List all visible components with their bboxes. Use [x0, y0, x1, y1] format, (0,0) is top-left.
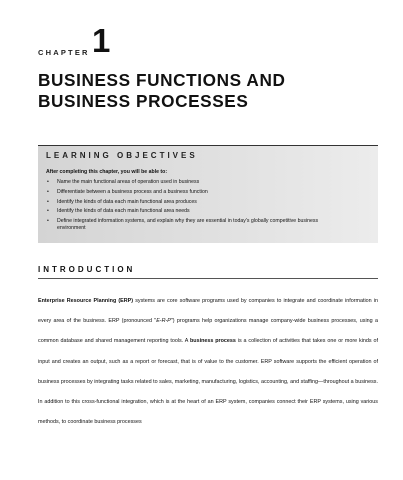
objective-text: Identify the kinds of data each main functional area produces: [57, 198, 197, 205]
objective-text: Name the main functional areas of operation used in business: [57, 179, 200, 185]
objective-item: [46, 208, 346, 215]
objective-text: Identify the kinds of data each main functional area needs: [57, 208, 190, 215]
learning-objectives-heading: LEARNING OBJECTIVES: [46, 151, 198, 160]
learning-objectives-list: [46, 179, 346, 235]
term-erp: Enterprise Resource Planning (ERP): [38, 298, 134, 304]
chapter-title-line-2: BUSINESS PROCESSES: [38, 91, 249, 111]
chapter-number: 1: [92, 22, 111, 59]
introduction-heading: INTRODUCTION: [38, 265, 136, 274]
objective-item: [46, 179, 346, 186]
bullet-icon: •: [47, 218, 49, 225]
chapter-label: CHAPTER: [38, 48, 90, 57]
bullet-icon: •: [47, 208, 49, 215]
paragraph-text-2: ") programs help organizations manage company-wide business processes, using a common database and shared management reporting tools. A: [38, 318, 378, 345]
objective-item: [46, 199, 346, 206]
chapter-title: [38, 70, 378, 112]
paragraph-text-3: is a collection of activities that takes one or more kinds of input and creates an output, such as a report or forecast, that is of value to the customer. ERP software supports the efficient operation of business processes by integrating tasks related to sales, marketing, manufacturing, logistics, accounting, and staffing—throughout a business. In addition to this cross-functional integration, which is at the heart of an ERP system, companies connect their ERP systems, using various methods, to coordinate business processes: [38, 338, 378, 426]
chapter-title-line-1: BUSINESS FUNCTIONS AND: [38, 70, 286, 90]
section-divider: [38, 278, 378, 279]
objective-item: [46, 189, 346, 196]
learning-objectives-intro: After completing this chapter, you will be able to:: [46, 169, 168, 175]
objective-text: Differentiate between a business process and a business function: [57, 188, 208, 195]
bullet-icon: •: [47, 198, 49, 205]
introduction-paragraph: [38, 291, 378, 432]
pronunciation: E-R-P: [156, 318, 171, 325]
bullet-icon: •: [47, 179, 49, 185]
bullet-icon: •: [47, 188, 49, 195]
term-business-process: business process: [189, 338, 236, 345]
learning-objectives-box: [38, 145, 378, 243]
objective-item: [46, 218, 346, 232]
paragraph-text-1: systems are core software programs used by companies to integrate and coordinate information in every area of the business. ERP (pronounced ": [38, 298, 378, 325]
objective-text: Define integrated information systems, and explain why they are essential in today's globally competitive business environment: [57, 218, 319, 231]
